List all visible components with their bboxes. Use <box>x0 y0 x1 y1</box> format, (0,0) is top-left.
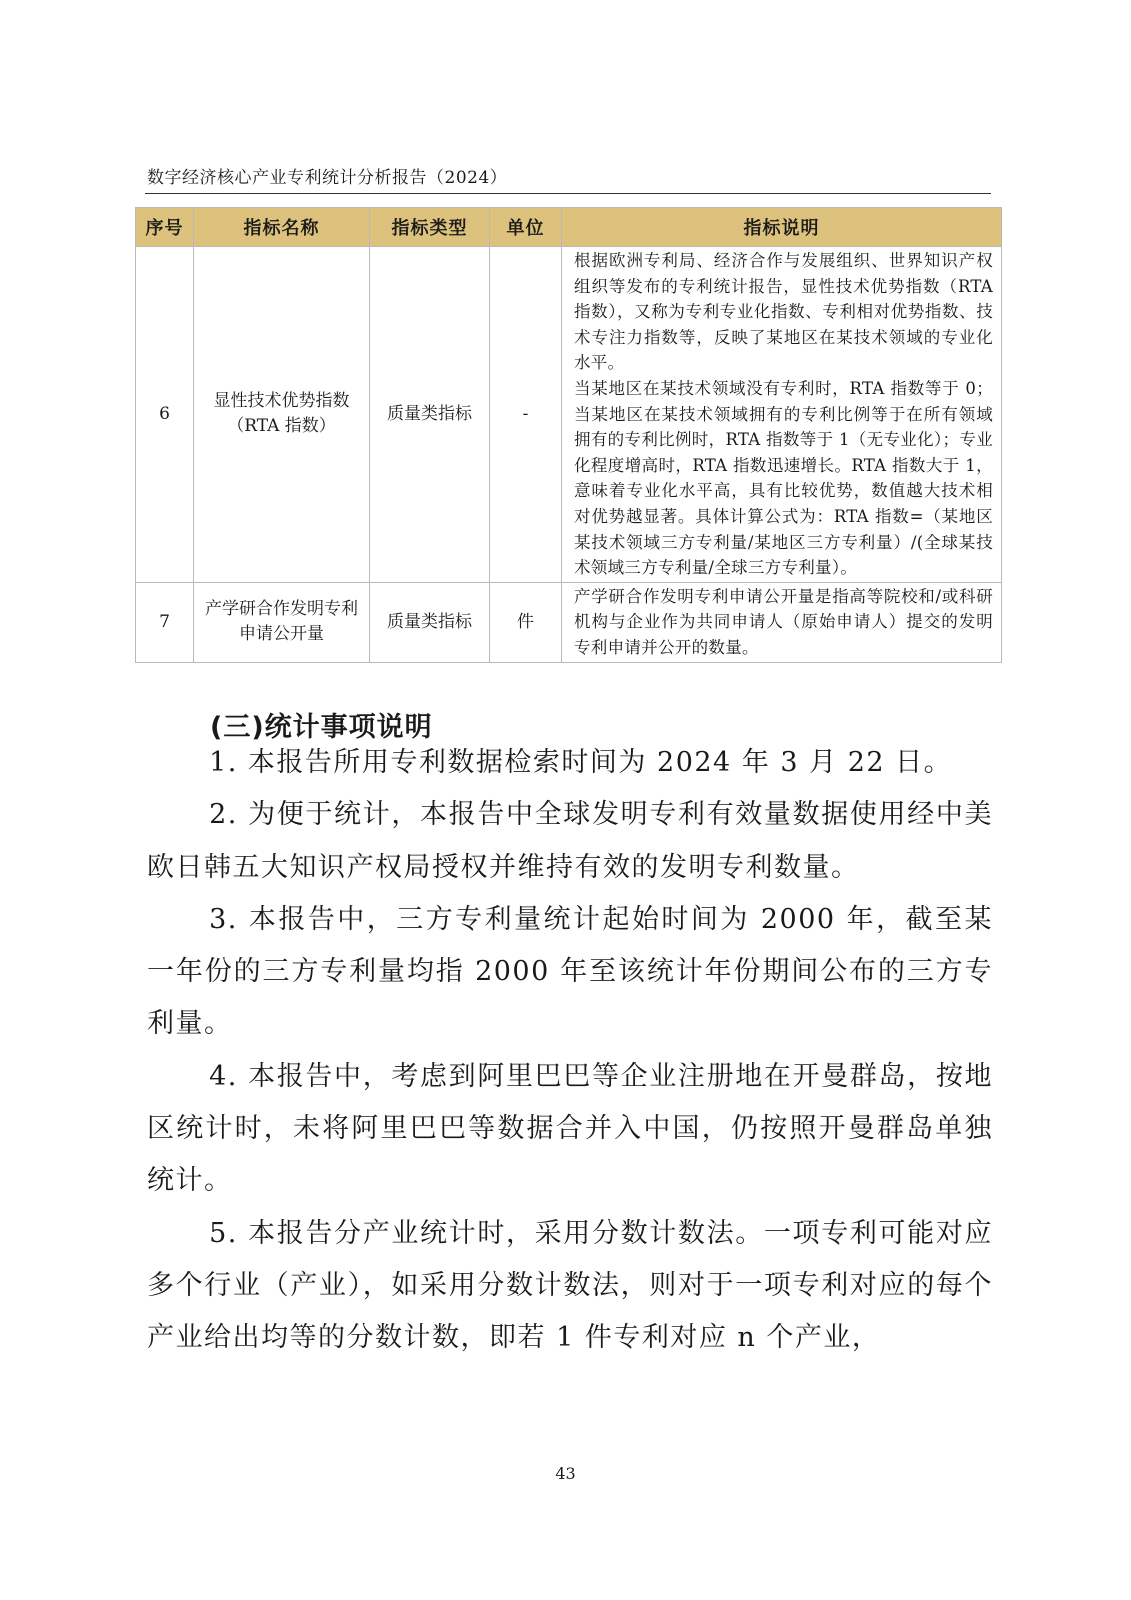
row-type: 质量类指标 <box>370 247 490 583</box>
section-heading: (三)统计事项说明 <box>210 712 433 743</box>
body-paragraph-1: 1. 本报告所用专利数据检索时间为 2024 年 3 月 22 日。 <box>209 747 953 778</box>
header-rule <box>145 193 991 194</box>
description-paragraph: 根据欧洲专利局、经济合作与发展组织、世界知识产权组织等发布的专利统计报告，显性技术优势指数（RTA 指数），又称为专利专业化指数、专利相对优势指数、技术专注力指数等，反映了某地区在某技术领域的专业化水平。 <box>574 251 993 373</box>
col-header-unit: 单位 <box>490 208 562 247</box>
col-header-type: 指标类型 <box>370 208 490 247</box>
row-no: 7 <box>136 582 194 662</box>
body-paragraph-3: 3. 本报告中，三方专利量统计起始时间为 2000 年，截至某一年份的三方专利量均指 2000 年至该统计年份期间公布的三方专利量。 <box>147 903 993 1040</box>
page-number: 43 <box>555 1464 576 1483</box>
row-type: 质量类指标 <box>370 582 490 662</box>
row-description <box>562 582 1002 662</box>
description-paragraph: 产学研合作发明专利申请公开量是指高等院校和/或科研机构与企业作为共同申请人（原始申请人）提交的发明专利申请并公开的数量。 <box>574 586 993 657</box>
section-body <box>147 737 993 1365</box>
row-unit: 件 <box>490 582 562 662</box>
table-header-row <box>136 208 1002 247</box>
table-row <box>136 247 1002 583</box>
body-paragraph-2: 2. 为便于统计，本报告中全球发明专利有效量数据使用经中美欧日韩五大知识产权局授权并维持有效的发明专利数量。 <box>147 799 993 883</box>
row-description <box>562 247 1002 583</box>
col-header-no: 序号 <box>136 208 194 247</box>
indicator-table <box>135 207 1002 663</box>
row-name: 产学研合作发明专利申请公开量 <box>194 582 370 662</box>
running-header: 数字经济核心产业专利统计分析报告（2024） <box>147 168 508 188</box>
table-row <box>136 582 1002 662</box>
row-no: 6 <box>136 247 194 583</box>
col-header-description: 指标说明 <box>562 208 1002 247</box>
body-paragraph-5: 5. 本报告分产业统计时，采用分数计数法。一项专利可能对应多个行业（产业），如采用分数计数法，则对于一项专利对应的每个产业给出均等的分数计数，即若 1 件专利对应 n 个产业， <box>147 1217 993 1354</box>
row-unit: - <box>490 247 562 583</box>
col-header-name: 指标名称 <box>194 208 370 247</box>
body-paragraph-4: 4. 本报告中，考虑到阿里巴巴等企业注册地在开曼群岛，按地区统计时，未将阿里巴巴等数据合并入中国，仍按照开曼群岛单独统计。 <box>147 1060 993 1197</box>
row-name: 显性技术优势指数（RTA 指数） <box>194 247 370 583</box>
description-paragraph: 当某地区在某技术领域没有专利时，RTA 指数等于 0；当某地区在某技术领域拥有的专利比例等于在所有领域拥有的专利比例时，RTA 指数等于 1（无专业化）；专业化程度增高时，RTA 指数迅速增长。RTA 指数大于 1，意味着专业化水平高，具有比较优势，数值越大技术相对优势越显著。具体计算公式为：RTA 指数=（某地区某技术领域三方专利量/某地区三方专利量）/(全球某技术领域三方专利量/全球三方专利量）。 <box>574 378 993 578</box>
